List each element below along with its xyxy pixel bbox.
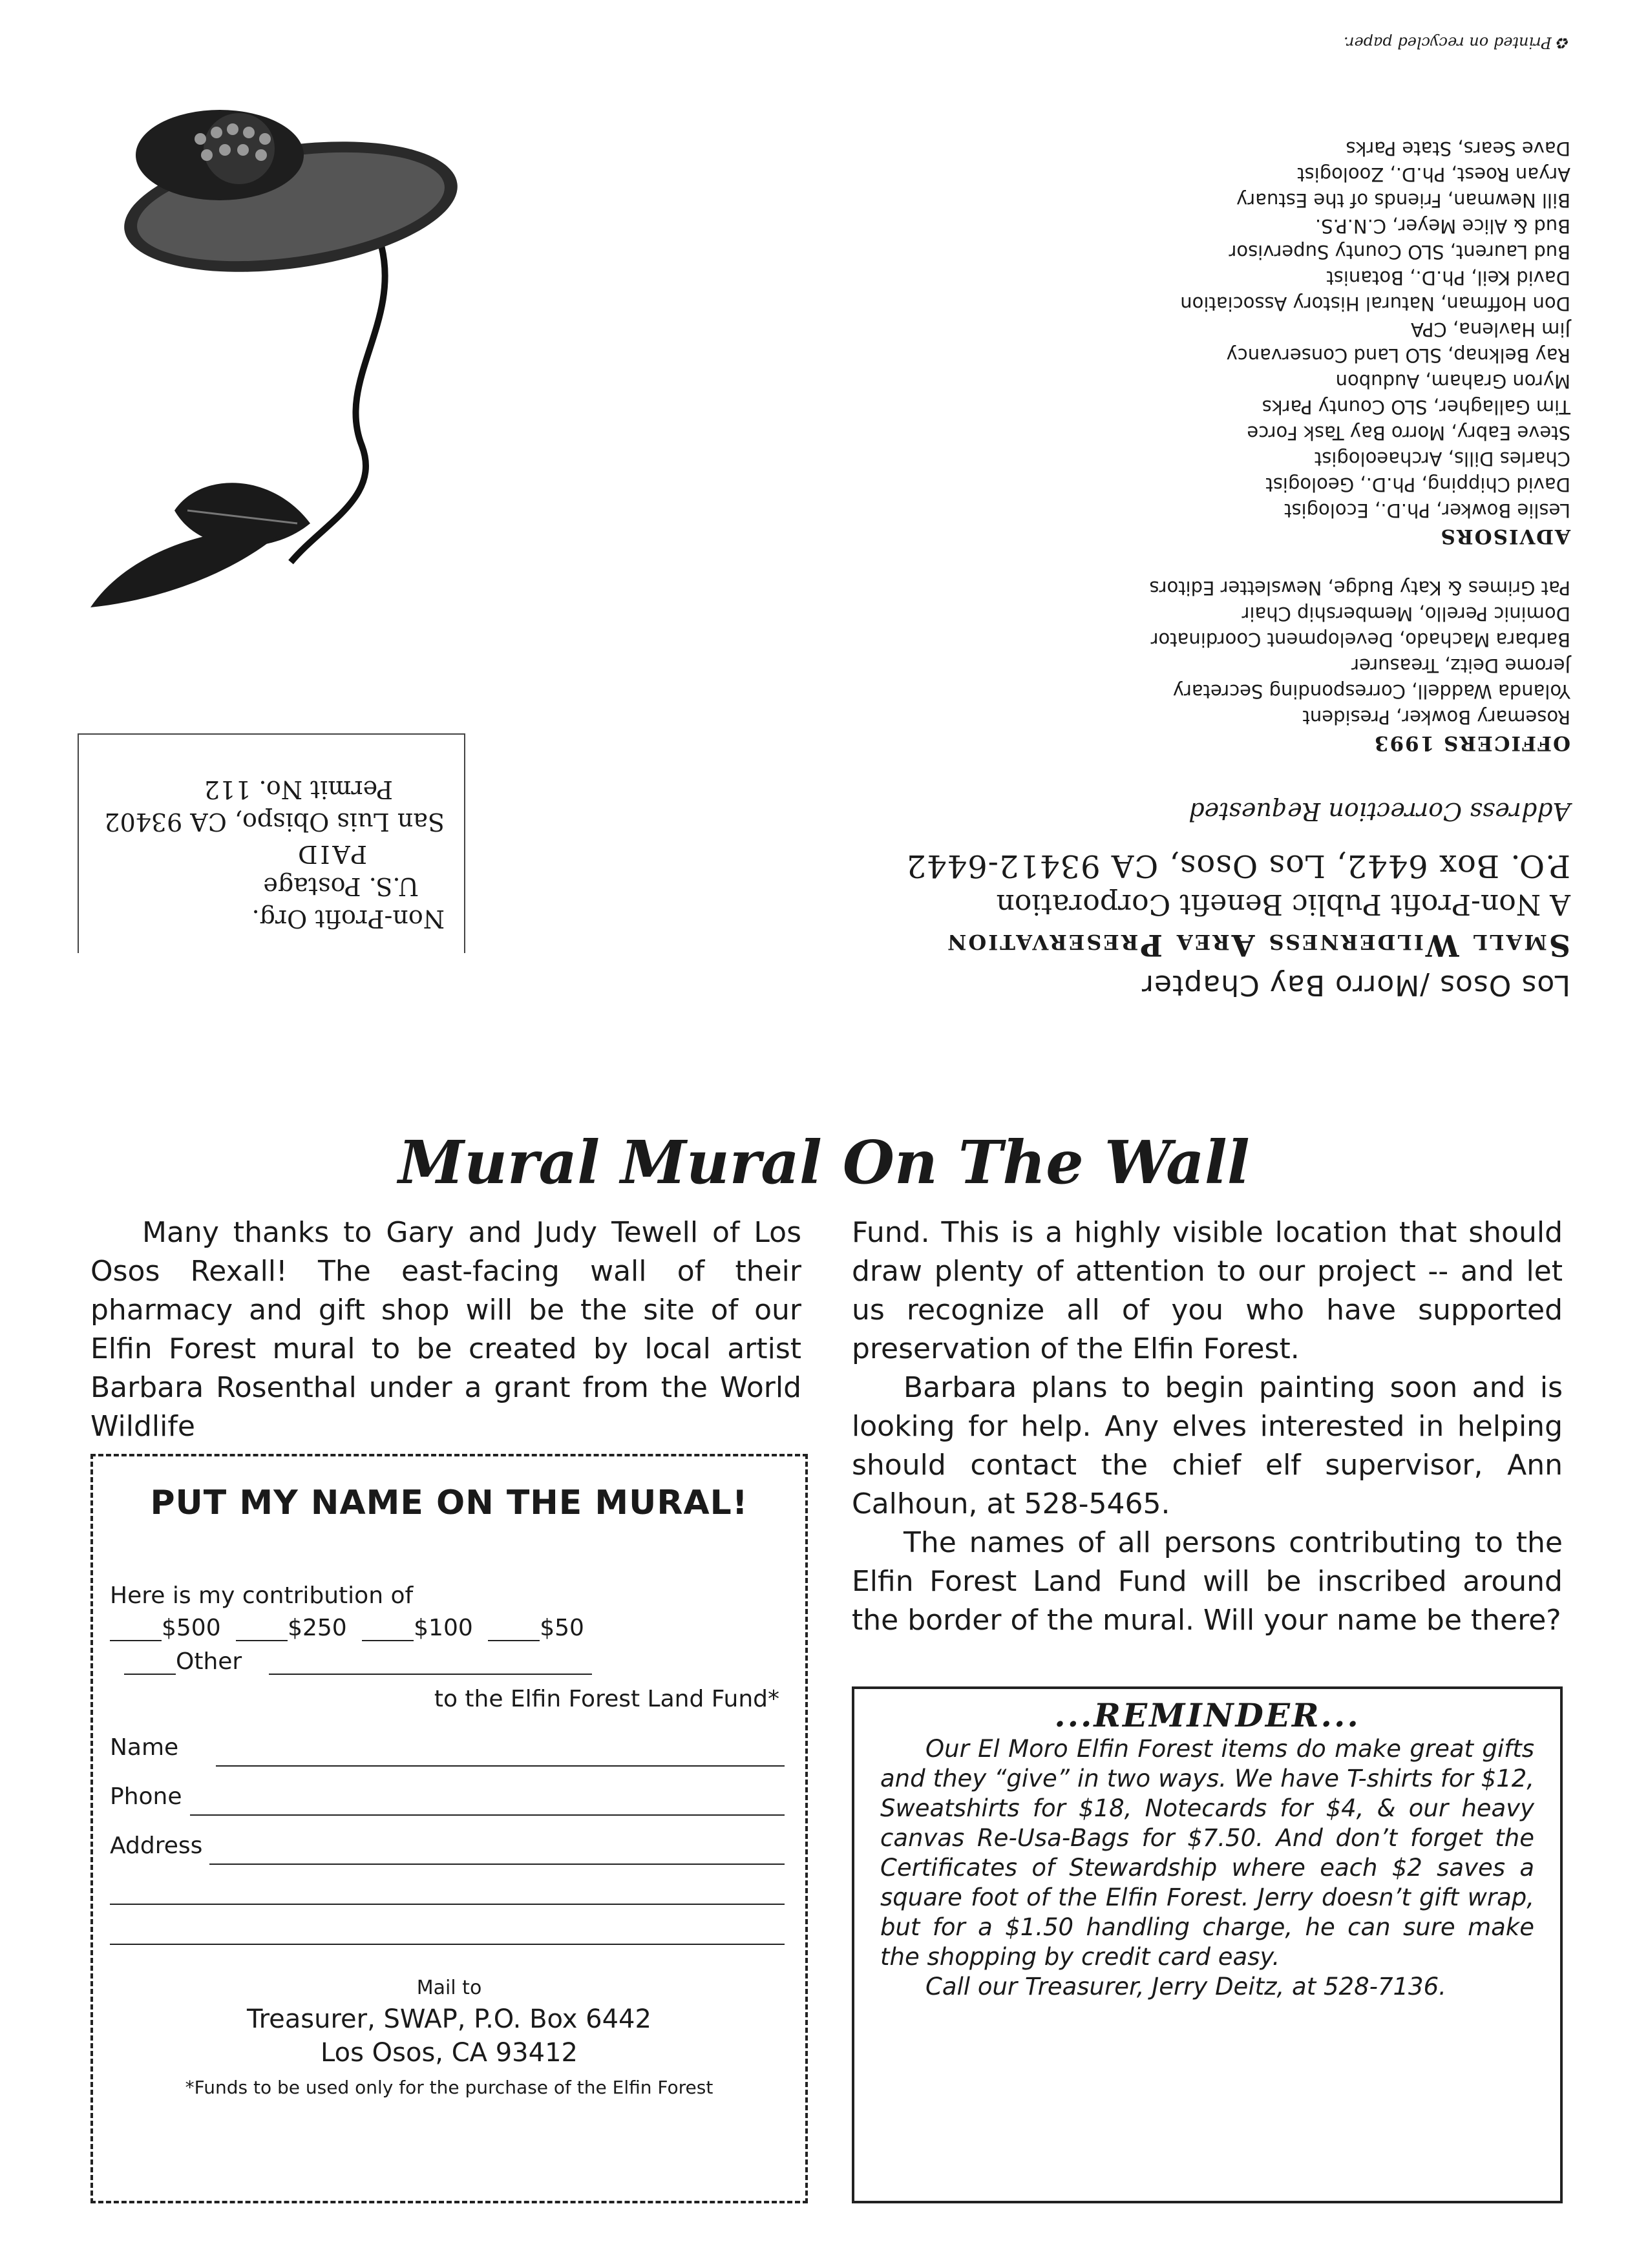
address-correction: Address Correction Requested bbox=[1188, 797, 1570, 826]
amount-50-blank[interactable] bbox=[488, 1621, 540, 1641]
permit-line: Non-Profit Org. bbox=[251, 905, 445, 933]
mail-address-line-1: Treasurer, SWAP, P.O. Box 6442 bbox=[247, 2004, 651, 2034]
article-title: Mural Mural On The Wall bbox=[398, 1128, 1250, 1197]
phone-field[interactable] bbox=[190, 1814, 785, 1816]
officer-item: Dominic Perello, Membership Chair bbox=[1241, 603, 1570, 625]
advisor-item: David Chipping, Ph.D., Geologist bbox=[1265, 474, 1570, 496]
address-field[interactable] bbox=[209, 1864, 785, 1865]
officers-advisors-list bbox=[989, 136, 1570, 756]
advisor-item: Bud & Alice Meyer, C.N.P.S. bbox=[1315, 215, 1570, 237]
advisor-item: Bill Newman, Friends of the Estuary bbox=[1236, 189, 1570, 211]
advisor-item: Myron Graham, Audubon bbox=[1335, 370, 1570, 392]
amount-250-blank[interactable] bbox=[236, 1621, 288, 1641]
amount-250-label: $250 bbox=[288, 1615, 347, 1641]
contribution-intro: Here is my contribution of bbox=[110, 1582, 414, 1609]
advisor-item: Tim Gallagher, SLO County Parks bbox=[1262, 396, 1570, 418]
advisor-item: Steve Eabry, Morro Bay Task Force bbox=[1247, 422, 1570, 444]
permit-line: Permit No. 112 bbox=[204, 775, 393, 804]
name-field[interactable] bbox=[216, 1765, 785, 1767]
officer-item: Rosemary Bowker, President bbox=[1302, 706, 1570, 728]
advisor-item: David Keil, Ph.D., Botanist bbox=[1326, 267, 1570, 289]
address-field-line-3[interactable] bbox=[110, 1944, 785, 1945]
officers-heading: OFFICERS 1993 bbox=[1373, 731, 1570, 755]
other-amount-label: Other bbox=[176, 1648, 242, 1675]
address-field-line-2[interactable] bbox=[110, 1904, 785, 1905]
fund-line: to the Elfin Forest Land Fund* bbox=[434, 1686, 779, 1712]
advisor-item: Charles Dills, Archaeologist bbox=[1314, 448, 1570, 470]
advisors-heading: ADVISORS bbox=[1439, 525, 1570, 548]
recycled-paper-note: ♻ Printed on recycled paper. bbox=[1344, 34, 1570, 52]
organization-type: A Non-Profit Public Benefit Corporation bbox=[996, 888, 1570, 921]
amount-options bbox=[110, 1615, 584, 1641]
amount-100-blank[interactable] bbox=[362, 1621, 414, 1641]
mural-donation-form bbox=[90, 1454, 808, 2203]
advisor-item: Jim Havlena, CPA bbox=[1410, 319, 1570, 341]
mail-to-label: Mail to bbox=[416, 1977, 482, 1999]
amount-100-label: $100 bbox=[414, 1615, 473, 1641]
advisor-item: Bud Laurent, SLO County Supervisor bbox=[1229, 241, 1570, 263]
chapter-name: Los Osos /Morro Bay Chapter bbox=[1141, 969, 1570, 1002]
amount-500-label: $500 bbox=[162, 1615, 221, 1641]
advisor-item: Dave Sears, State Parks bbox=[1346, 138, 1570, 160]
advisor-item: Leslie Bowker, Ph.D., Ecologist bbox=[1284, 499, 1570, 521]
form-footnote: *Funds to be used only for the purchase of the Elfin Forest bbox=[185, 2077, 713, 2098]
organization-name: Small Wilderness Area Preservation bbox=[945, 928, 1570, 963]
other-amount-check-blank[interactable] bbox=[124, 1654, 176, 1675]
officer-item: Jerome Deitz, Treasurer bbox=[1351, 655, 1570, 677]
permit-line: U.S. Postage bbox=[263, 872, 419, 901]
acorn-illustration-icon bbox=[78, 110, 491, 627]
amount-500-blank[interactable] bbox=[110, 1621, 162, 1641]
article-paragraph: The names of all persons contributing to the Elfin Forest Land Fund will be inscribed around the border of the mural. Will your name be there? bbox=[852, 1526, 1563, 1637]
reminder-body: Our El Moro Elfin Forest items do make great gifts and they “give” in two ways. We have T-shirts for $12, Sweatshirts for $18, Notecards for $4, & our heavy canvas Re-Usa-Bags for $7.50. And don’t forget the Certificates of Stewardship where each $2 saves a square foot of the Elfin Forest. Jerry doesn’t gift wrap, but for a $1.50 handling charge, he can sure make the shopping by credit card easy. bbox=[880, 1735, 1534, 1971]
officer-item: Yolanda Waddell, Corresponding Secretary bbox=[1172, 680, 1570, 702]
other-amount-field[interactable] bbox=[269, 1654, 592, 1675]
article-right-column bbox=[852, 1213, 1563, 1640]
article-paragraph: Many thanks to Gary and Judy Tewell of Los Osos Rexall! The east-facing wall of their pharmacy and gift shop will be the site of our Elfin Forest mural to be created by local artist Barbara Rosenthal under a grant from the World Wildlife bbox=[90, 1216, 801, 1443]
advisor-item: Ray Belknap, SLO Land Conservancy bbox=[1226, 344, 1570, 366]
permit-line: San Luis Obispo, CA 93402 bbox=[104, 808, 445, 836]
article-left-column bbox=[90, 1213, 801, 1446]
address-label: Address bbox=[110, 1832, 203, 1859]
name-label: Name bbox=[110, 1734, 179, 1761]
amount-50-label: $50 bbox=[540, 1615, 584, 1641]
advisor-item: Don Hoffman, Natural History Association bbox=[1180, 293, 1570, 315]
recycle-icon: ♻ bbox=[1556, 34, 1570, 52]
mail-address-line-2: Los Osos, CA 93412 bbox=[321, 2038, 578, 2068]
article-paragraph: Fund. This is a highly visible location that should draw plenty of attention to our project -- and let us recognize all of you who have supported preservation of the Elfin Forest. bbox=[852, 1216, 1563, 1365]
officer-item: Pat Grimes & Katy Budge, Newsletter Editors bbox=[1149, 577, 1570, 599]
officer-item: Barbara Machado, Development Coordinator bbox=[1150, 629, 1570, 651]
advisor-item: Aryan Roest, Ph.D., Zoologist bbox=[1297, 163, 1570, 185]
organization-address: P.O. Box 6442, Los Osos, CA 93412-6442 bbox=[905, 848, 1570, 884]
phone-label: Phone bbox=[110, 1783, 182, 1810]
reminder-heading: ...REMINDER... bbox=[1054, 1696, 1360, 1734]
reminder-closing: Call our Treasurer, Jerry Deitz, at 528-7136. bbox=[925, 1973, 1446, 2000]
article-paragraph: Barbara plans to begin painting soon and is looking for help. Any elves interested in helping should contact the chief elf supervisor, Ann Calhoun, at 528-5465. bbox=[852, 1371, 1563, 1520]
postage-permit-box bbox=[78, 733, 465, 953]
reminder-box bbox=[852, 1686, 1563, 2203]
permit-line: PAID bbox=[295, 840, 367, 868]
form-heading: PUT MY NAME ON THE MURAL! bbox=[150, 1484, 748, 1522]
other-amount-row bbox=[110, 1648, 592, 1675]
